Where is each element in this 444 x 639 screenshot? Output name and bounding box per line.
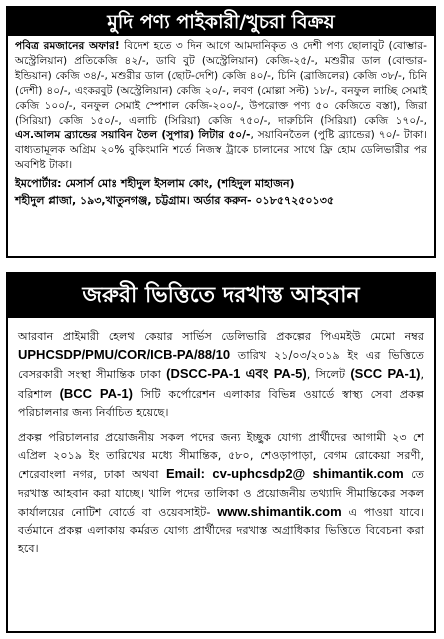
ad-banner-title: মুদি পণ্য পাইকারী/খুচরা বিক্রয় xyxy=(8,8,434,36)
oil-offer-text: এস.আলম ব্র্যান্ডের সয়াবিন তৈল (সুপার) লিটার ৫০/- xyxy=(15,129,251,142)
p1-text-b: তারিখ ২১/০৩/২০১৯ ইং এর ভিত্তিতে বেসরকারী সংস্থা সীমান্তিক ঢাকা xyxy=(18,349,424,382)
notice-body xyxy=(8,318,434,558)
ad-body-text xyxy=(8,36,434,173)
p2-text-a: প্রকল্প পরিচালনার প্রয়োজনীয় সকল পদের জন্য ইচ্ছুক যোগ্য প্রার্থীদের আগামী ২৩ শে এপ্রিল ২০১৯ ইং তারিখের মধ্যে সীমান্তিক, ৫৮০, শেওড়াপাড়া, বেগম রোকেয়া সরণী, শেরেবাংলা নগর, ঢাকা অথবা xyxy=(18,431,424,482)
bcc-code: (BCC PA-1) xyxy=(59,385,133,401)
p1-text-d: , সিলেট xyxy=(306,368,351,382)
delivery-terms-text: , সয়াবিনতৈল (পুষ্টি ব্র্যান্ডের) ৭০/- টাকা। বাধ্যতামূলক অগ্রিম ২০% বুকিংমানি শর্তে নিজস্ব ট্রাকে চালানের সাথে ফ্রি হোম ডেলিভারীর পর অবশিষ্ট টাকা। xyxy=(15,129,427,172)
notice-paragraph-2 xyxy=(18,429,424,558)
p1-text-h: সিটি কর্পোরেশন এলাকার বিভিন্ন ওয়ার্ডে স্বাস্থ্য সেবা প্রকল্প পরিচালনার জন্য নির্বাচিত হয়েছে। xyxy=(18,387,424,419)
scc-code: (SCC PA-1) xyxy=(350,366,421,382)
offer-headline: পবিত্র রমজানের অফার! xyxy=(15,40,120,52)
website-url: www.shimantik.com xyxy=(217,503,342,519)
p2-text-c: এ পাওয়া যাবে। বর্তমানে প্রকল্প এলাকায় কর্মরত যোগ্য প্রার্থীদের দরখাস্ত অগ্রাধিকার ভিত্তিতে বিবেচনা করা হবে। xyxy=(18,505,424,556)
p1-text-f: , বরিশাল xyxy=(18,368,425,401)
address-order-line: শহীদুল প্লাজা, ১৯৩,খাতুনগঞ্জ, চট্টগ্রাম। অর্ডার করুন- ০১৮৫৭২৫০১৩৫ xyxy=(15,194,334,208)
email-address: Email: cv-uphcsdp2@ shimantik.com xyxy=(165,466,404,482)
dscc-code: (DSCC-PA-1 এবং PA-5) xyxy=(166,366,307,382)
notice-banner-title: জরুরী ভিত্তিতে দরখাস্ত আহবান xyxy=(8,274,434,318)
notice-paragraph-1 xyxy=(18,328,424,422)
price-list-text: বিদেশ হতে ৩ দিন আগে আমদানিকৃত ও দেশী পণ্য ছোলাবুট (বোম্ভার-অস্ট্রেলিয়ান) প্রতিকেজি ৪২/-, ডাবি বুট (অস্ট্রেলিয়ান) কেজি-২৫/-, মশুরীর ডাল (বোল্ডার-ইন্ডিয়ান) কেজি ৩৪/-, মশুরীর ডাল (ছোট-দেশি) কেজি ৪০/-, চিনি (ব্রাজিলের) কেজি ৩৮/-, চিনি (দেশী) ৪০/-, এংকরবুট (অস্ট্রেলিয়ান) কেজি ২০/-, লবণ (মোল্লা সল্ট) ১৮/-, বনফুল লাচ্ছি সেমাই কেজি ১০০/-, বনফুল সেমাই স্পেশাল কেজি-২০০/-, উপরোক্ত পণ্য ৫০ কেজিতে বস্তা), জিরা (সিরিয়া) কেজি ১৫০/-, এলাচি (সিরিয়া) কেজি ৭৫০/-, দারুচিনি (সিরিয়া) কেজি ১৭০/-, xyxy=(15,40,428,127)
job-application-notice xyxy=(6,272,436,633)
memo-number: UPHCSDP/PMU/COR/ICB-PA/88/10 xyxy=(18,347,231,363)
p2-text-b: তে দরখাস্ত আহবান করা যাচ্ছে। খালি পদের তালিকা ও প্রয়োজনীয় তথ্যাদি সীমান্তিকের সকল কার্যালয়ের নোটিশ বোর্ডে বা ওয়েবসাইট- xyxy=(18,468,425,519)
p1-text-a: আরবান প্রাইমারী হেলথ কেয়ার সার্ভিস ডেলিভারি প্রকল্পের পিএমইউ মেমো নম্বর xyxy=(18,330,424,343)
grocery-wholesale-ad xyxy=(6,6,436,258)
importer-line: ইমপোর্টার: মেসার্স মোঃ শহীদুল ইসলাম কোং, (শহিদুল মাহাজন) xyxy=(15,177,295,191)
